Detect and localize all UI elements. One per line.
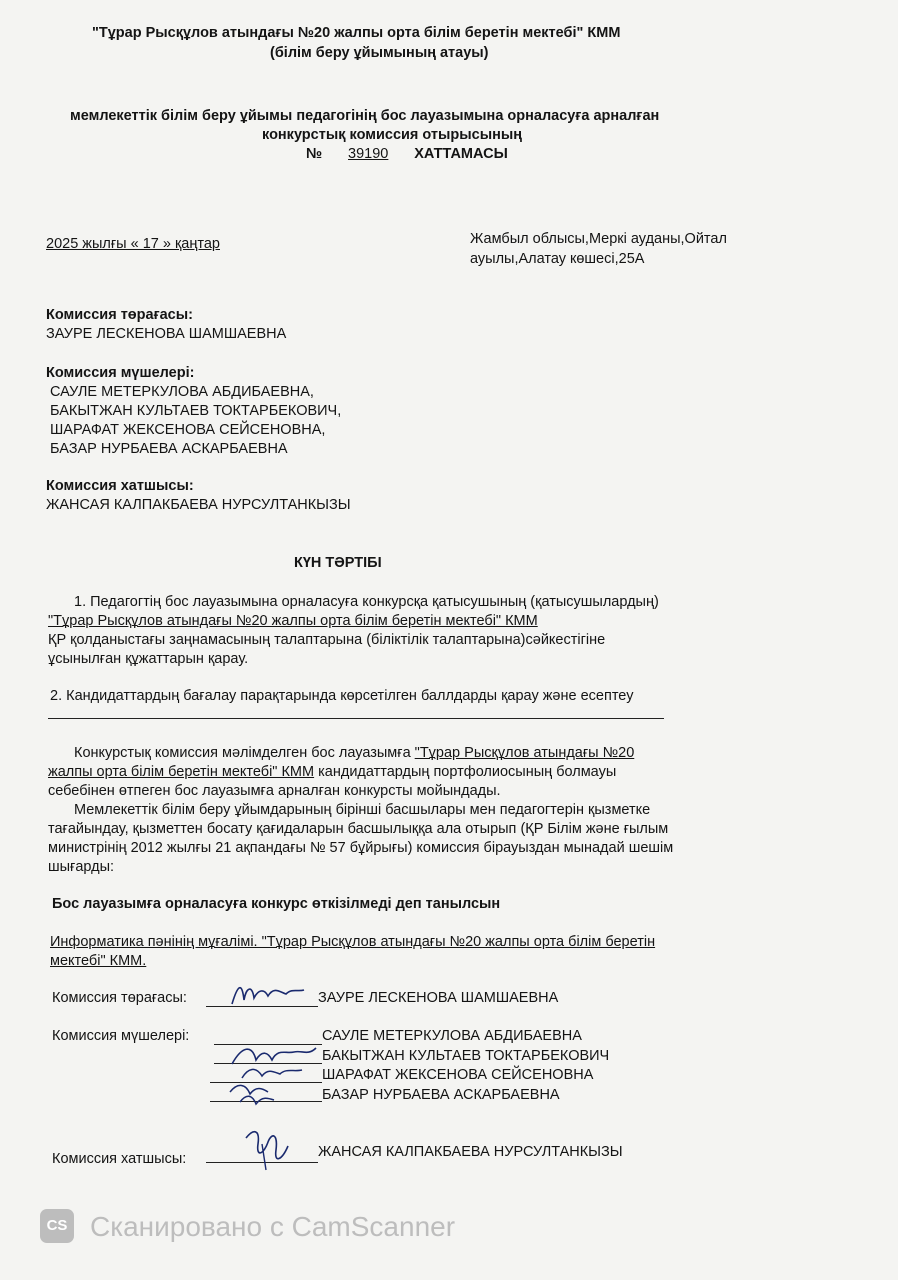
location-line1: Жамбыл облысы,Меркі ауданы,Ойтал [470,231,727,247]
sig-chair-name: ЗАУРЕ ЛЕСКЕНОВА ШАМШАЕВНА [318,990,559,1006]
chair-signature [228,978,308,1010]
member-name: ШАРАФАТ ЖЕКСЕНОВА СЕЙСЕНОВНА, [50,422,326,438]
sig-secretary-label: Комиссия хатшысы: [52,1151,187,1167]
member-name: БАЗАР НУРБАЕВА АСКАРБАЕВНА [50,441,288,457]
decision-p1-text: Конкурстық комиссия мәлімделген бос лауазымға [74,745,415,761]
members-signatures [212,1038,322,1110]
sig-secretary-name: ЖАНСАЯ КАЛПАКБАЕВА НУРСУЛТАНКЫЗЫ [318,1144,623,1160]
decision-p1-line2 [48,764,616,780]
sig-member-name: ШАРАФАТ ЖЕКСЕНОВА СЕЙСЕНОВНА [322,1067,594,1083]
sig-member-name: САУЛЕ МЕТЕРКУЛОВА АБДИБАЕВНА [322,1028,582,1044]
secretary-name: ЖАНСАЯ КАЛПАКБАЕВА НУРСУЛТАНКЫЗЫ [46,497,351,513]
org-caption: (білім беру ұйымының атауы) [270,45,489,61]
sig-member-name: БАЗАР НУРБАЕВА АСКАРБАЕВНА [322,1087,560,1103]
protocol-number-line [306,146,508,162]
members-label: Комиссия мүшелері: [46,365,195,381]
chair-name: ЗАУРЕ ЛЕСКЕНОВА ШАМШАЕВНА [46,326,287,342]
decision-p1-line3: себебінен өтпеген бос лауазымға арналған конкурсты мойындады. [48,783,501,799]
position-line2: мектебі" КММ. [50,953,147,969]
agenda-item1-line3: ҚР қолданыстағы заңнамасының талаптарына (біліктілік талаптарына)сәйкестігіне [48,632,606,648]
decision-p1-org: "Тұрар Рысқұлов атындағы №20 [414,745,635,761]
agenda-item1-line1: 1. Педагогтің бос лауазымына орналасуға конкурсқа қатысушының (қатысушылардың) [74,594,659,610]
secretary-signature [238,1124,298,1176]
decision-verdict: Бос лауазымға орналасуға конкурс өткізілмеді деп танылсын [52,896,501,912]
agenda-heading: КҮН ТӘРТІБІ [294,555,382,571]
agenda-item1-line4: ұсынылған құжаттарын қарау. [48,651,249,667]
decision-p2-line3: министрінің 2012 жылғы 21 ақпандағы № 57 бұйрығы) комиссия бірауыздан мынадай шешім [48,840,674,856]
member-name: САУЛЕ МЕТЕРКУЛОВА АБДИБАЕВНА, [50,384,314,400]
number-prefix: № [306,146,323,162]
sig-member-name: БАКЫТЖАН КУЛЬТАЕВ ТОКТАРБЕКОВИЧ [322,1048,610,1064]
location-line2: ауылы,Алатау көшесі,25А [470,251,645,267]
camscanner-logo: CS [40,1209,74,1243]
decision-p2-line4: шығарды: [48,859,115,875]
agenda-item1-line2: "Тұрар Рысқұлов атындағы №20 жалпы орта білім беретін мектебі" КММ [48,613,538,629]
protocol-date: 2025 жылғы « 17 » қаңтар [46,236,220,252]
position-line1: Информатика пәнінің мұғалімі. "Тұрар Рысқұлов атындағы №20 жалпы орта білім беретін [50,934,656,950]
protocol-number: 39190 [348,146,389,162]
decision-p2-line1: Мемлекеттік білім беру ұйымдарының бірінші басшылары мен педагогтерін қызметке [74,802,651,818]
protocol-title-line1: мемлекеттік білім беру ұйымы педагогінің бос лауазымына орналасуға арналған [70,108,660,124]
org-name: "Тұрар Рысқұлов атындағы №20 жалпы орта білім беретін мектебі" КММ [92,25,621,41]
decision-p1-line1 [74,745,634,761]
secretary-label: Комиссия хатшысы: [46,478,194,494]
camscanner-watermark: Сканировано с CamScanner [90,1211,456,1242]
decision-p1-org-cont: жалпы орта білім беретін мектебі" КММ [48,764,315,780]
protocol-title-line2: конкурстық комиссия отырысының [262,127,522,143]
separator-line [48,718,664,719]
sig-members-label: Комиссия мүшелері: [52,1028,190,1044]
sig-chair-label: Комиссия төрағасы: [52,990,187,1006]
protocol-title-suffix: ХАТТАМАСЫ [414,146,508,162]
member-name: БАКЫТЖАН КУЛЬТАЕВ ТОКТАРБЕКОВИЧ, [50,403,342,419]
chair-label: Комиссия төрағасы: [46,307,193,323]
decision-p2-line2: тағайындау, қызметтен босату қағидаларын басшылыққа ала отырып (ҚР Білім және ғылым [48,821,669,837]
agenda-item2: 2. Кандидаттардың бағалау парақтарында көрсетілген баллдарды қарау және есептеу [50,688,634,704]
decision-p1-text-cont: кандидаттардың портфолиосының болмауы [314,764,617,780]
